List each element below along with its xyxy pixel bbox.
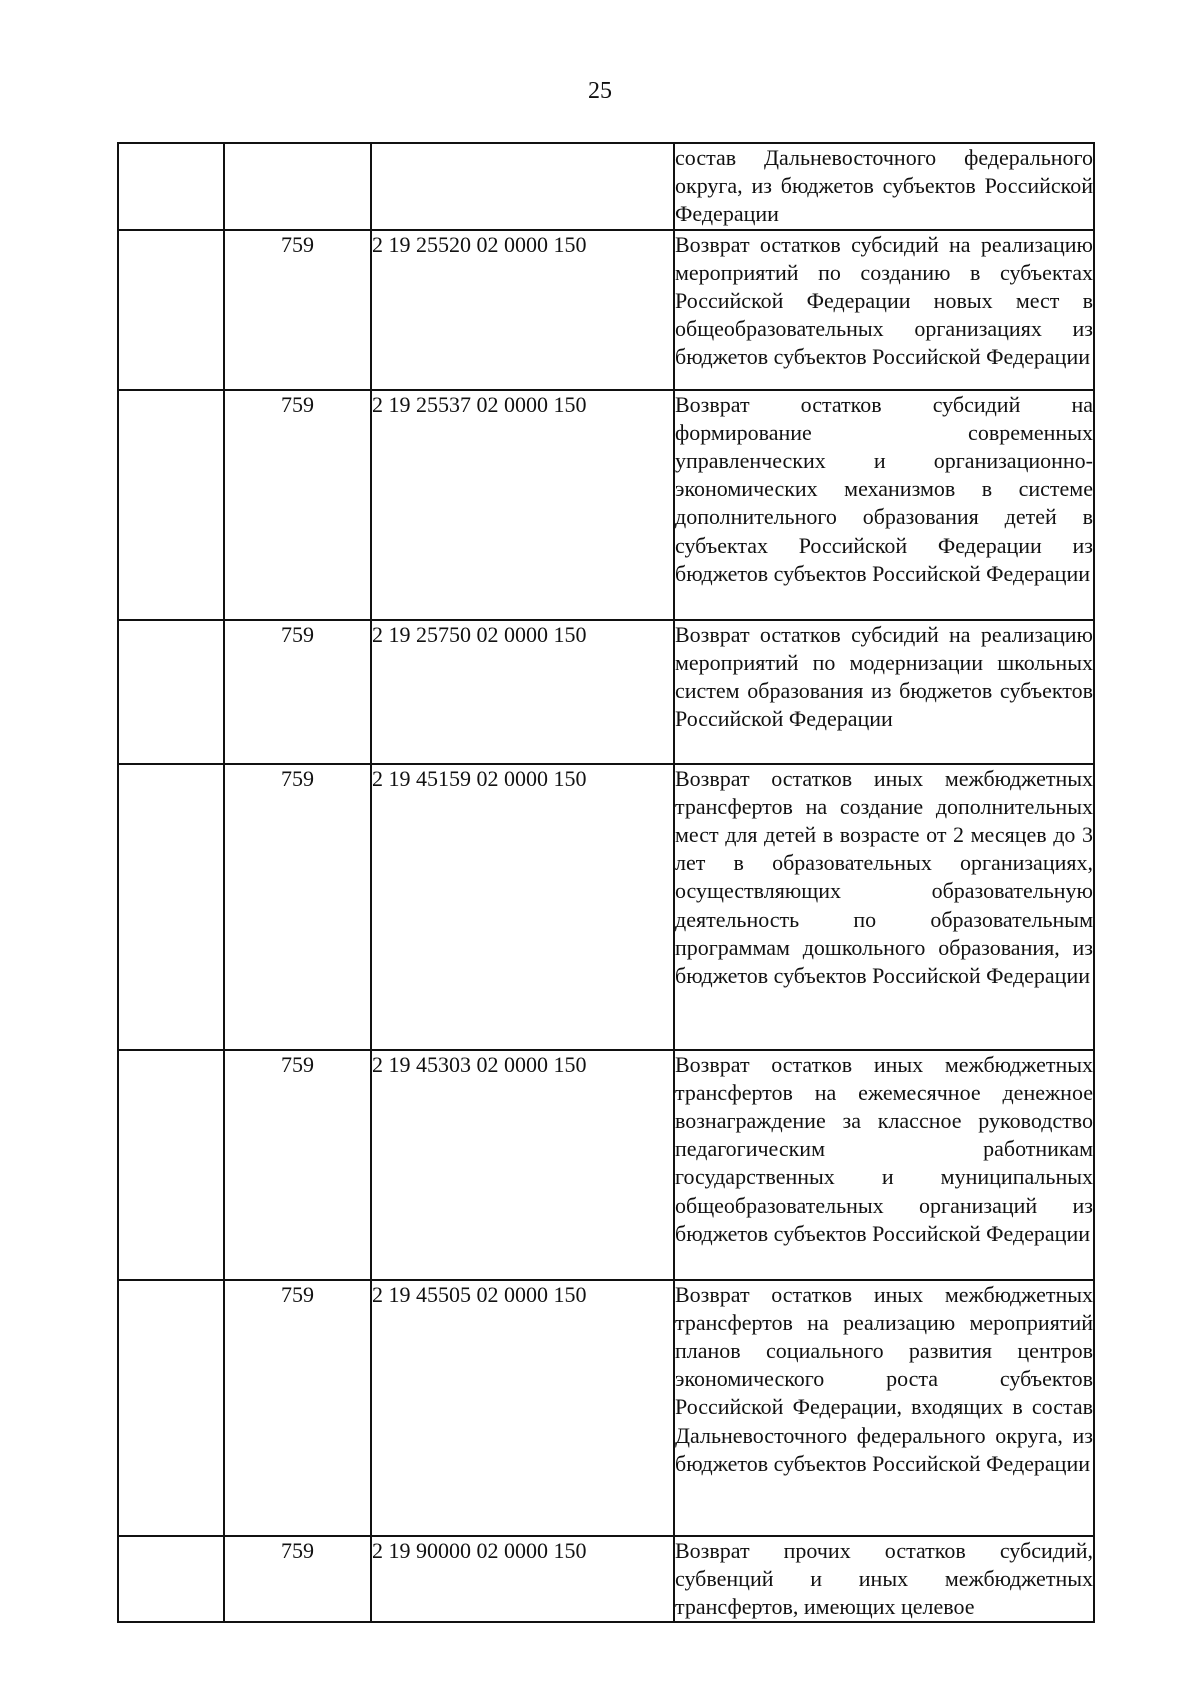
empty-cell	[118, 1050, 224, 1280]
name-cell: Возврат остатков субсидий на формирование современных управленческих и организационно-экономических механизмов в системе дополнительного образования детей в субъектах Российской Федерации из бюджетов субъектов Российской Федерации	[674, 390, 1094, 620]
name-cell: Возврат остатков иных межбюджетных трансфертов на реализацию мероприятий планов социального развития центров экономического роста субъектов Российской Федерации, входящих в состав Дальневосточного федерального округа, из бюджетов субъектов Российской Федерации	[674, 1280, 1094, 1536]
table-row	[118, 230, 1094, 390]
budget-codes-table	[117, 142, 1095, 1623]
empty-cell	[118, 230, 224, 390]
name-cell: состав Дальневосточного федерального округа, из бюджетов субъектов Российской Федерации	[674, 143, 1094, 230]
budget-code-cell: 2 19 25520 02 0000 150	[371, 230, 674, 390]
admin-code-cell: 759	[224, 390, 371, 620]
table-row	[118, 620, 1094, 764]
budget-code-cell: 2 19 45505 02 0000 150	[371, 1280, 674, 1536]
name-cell: Возврат прочих остатков субсидий, субвенций и иных межбюджетных трансфертов, имеющих целевое	[674, 1536, 1094, 1623]
budget-code-cell: 2 19 90000 02 0000 150	[371, 1536, 674, 1623]
admin-code-cell: 759	[224, 1280, 371, 1536]
admin-code-cell: 759	[224, 1050, 371, 1280]
table-row	[118, 143, 1094, 230]
table-row	[118, 1280, 1094, 1536]
empty-cell	[118, 143, 224, 230]
budget-code-cell: 2 19 45303 02 0000 150	[371, 1050, 674, 1280]
budget-code-cell: 2 19 25537 02 0000 150	[371, 390, 674, 620]
page-number: 25	[588, 78, 612, 104]
admin-code-cell: 759	[224, 230, 371, 390]
empty-cell	[118, 620, 224, 764]
admin-code-cell	[224, 143, 371, 230]
empty-cell	[118, 390, 224, 620]
table-row	[118, 390, 1094, 620]
table-row	[118, 1050, 1094, 1280]
empty-cell	[118, 1280, 224, 1536]
budget-code-cell: 2 19 25750 02 0000 150	[371, 620, 674, 764]
table-row	[118, 1536, 1094, 1623]
empty-cell	[118, 764, 224, 1050]
admin-code-cell: 759	[224, 620, 371, 764]
admin-code-cell: 759	[224, 1536, 371, 1623]
name-cell: Возврат остатков субсидий на реализацию мероприятий по созданию в субъектах Российской Федерации новых мест в общеобразовательных организациях из бюджетов субъектов Российской Федерации	[674, 230, 1094, 390]
budget-code-cell: 2 19 45159 02 0000 150	[371, 764, 674, 1050]
name-cell: Возврат остатков субсидий на реализацию мероприятий по модернизации школьных систем образования из бюджетов субъектов Российской Федерации	[674, 620, 1094, 764]
admin-code-cell: 759	[224, 764, 371, 1050]
name-cell: Возврат остатков иных межбюджетных трансфертов на создание дополнительных мест для детей в возрасте от 2 месяцев до 3 лет в образовательных организациях, осуществляющих образовательную деятельность по образовательным программам дошкольного образования, из бюджетов субъектов Российской Федерации	[674, 764, 1094, 1050]
empty-cell	[118, 1536, 224, 1623]
name-cell: Возврат остатков иных межбюджетных трансфертов на ежемесячное денежное вознаграждение за классное руководство педагогическим работникам государственных и муниципальных общеобразовательных организаций из бюджетов субъектов Российской Федерации	[674, 1050, 1094, 1280]
table-row	[118, 764, 1094, 1050]
budget-code-cell	[371, 143, 674, 230]
